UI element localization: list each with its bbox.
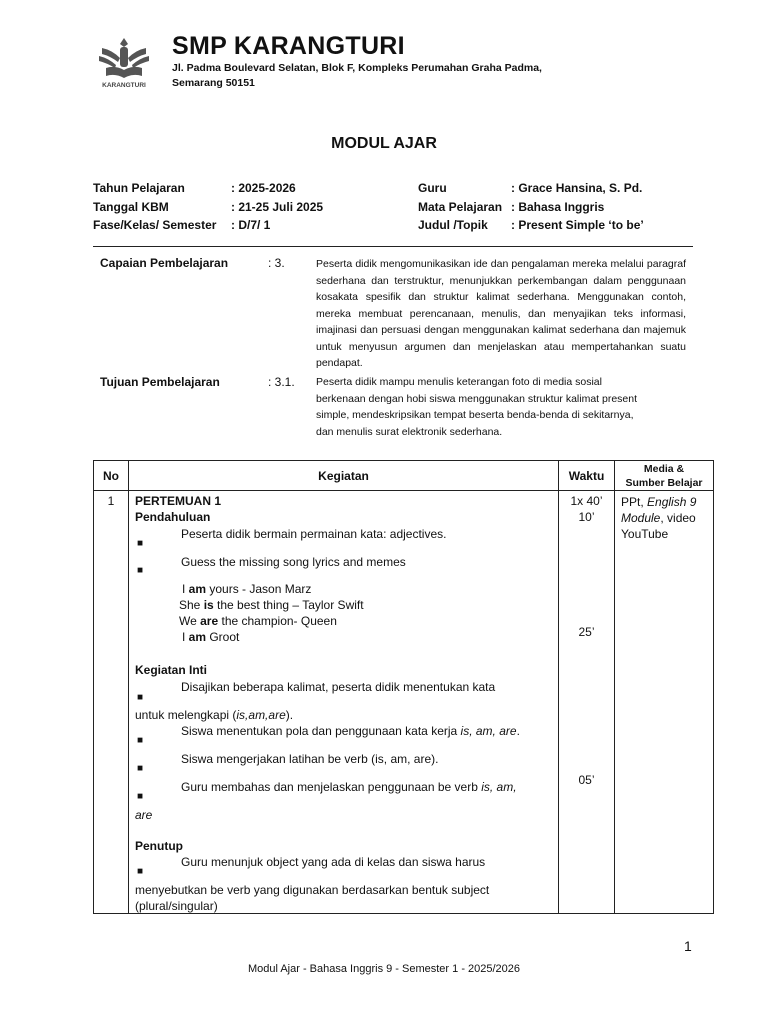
meta-row-tanggal [93,198,323,217]
capaian-text: Peserta didik mengomunikasikan ide dan pengalaman mereka melalui paragraf sederhana dan terstruktur, menunjukkan perkembangan dalam penggunaan kosakata spesifik dan struktur kalimat sederhana. Menggunakan contoh, mereka membuat perencanaan, menulis, dan menyajikan teks informasi, imajinasi dan persuasi dengan menggunakan kalimat sederhana dan majemuk untuk menyusun argumen dan menjelaskan atau mempertahankan suatu pendapat. [316,258,686,369]
meta-key: Mata Pelajaran [418,199,503,214]
meta-key: Tahun Pelajaran [93,181,185,195]
bullet-icon: ■ [137,791,144,802]
inti-item: Guru membahas dan menjelaskan penggunaan be verb is, am, [181,780,517,794]
inti-item-continued: untuk melengkapi (is,am,are). [135,708,294,722]
meta-value: : Bahasa Inggris [511,199,605,214]
tujuan-label: Tujuan Pembelajaran [100,375,220,389]
bullet-icon: ■ [137,565,144,576]
lyric-line: We are the champion- Queen [179,614,337,628]
tujuan-line: Peserta didik mampu menulis keterangan foto di media sosial [316,376,602,388]
meta-left [93,179,323,235]
header-divider [93,246,693,247]
pendahuluan-item: Guess the missing song lyrics and memes [181,555,406,569]
bullet-icon: ■ [137,763,144,774]
meta-value: : D/7/ 1 [231,218,271,232]
meta-row-mapel [418,198,644,217]
media-text: , video YouTube [621,511,696,541]
school-address [172,61,592,91]
school-logo [96,34,152,90]
lyric-line: She is the best thing – Taylor Swift [179,598,364,612]
media-module: English 9 Module [621,495,697,525]
page-number: 1 [684,938,692,954]
tujuan-line: simple, mendeskripsikan tempat beserta benda-benda di sekitarnya, [316,409,634,421]
kegiatan-cell [129,491,559,914]
penutup-item-continued: (plural/singular) [135,899,218,913]
meta-key: Fase/Kelas/ Semester [93,218,217,232]
meta-key: Judul /Topik [418,218,488,232]
address-line-1: Jl. Padma Boulevard Selatan, Blok F, Kompleks Perumahan Graha Padma, [172,62,542,74]
header-no: No [94,461,129,491]
tujuan-text [316,374,686,440]
row-number: 1 [94,491,129,914]
waktu-value: 10’ [578,510,595,524]
capaian-label: Capaian Pembelajaran [100,256,229,270]
waktu-cell [559,491,615,914]
penutup-item: Guru menunjuk object yang ada di kelas dan siswa harus [181,855,486,869]
meta-value: : 21-25 Juli 2025 [231,199,324,214]
meta-right [418,179,644,235]
meta-key: Tanggal KBM [93,199,169,214]
header-kegiatan: Kegiatan [129,461,559,491]
media-cell [615,491,714,914]
tujuan-code: : 3.1. [268,375,295,389]
header-waktu: Waktu [559,461,615,491]
meta-value: : Grace Hansina, S. Pd. [511,181,643,195]
lyric-line: I am Groot [182,630,240,644]
lyric-line: I am yours - Jason Marz [182,582,312,596]
inti-item: Disajikan beberapa kalimat, peserta didik menentukan kata [181,680,496,694]
school-name: SMP KARANGTURI [172,32,405,60]
inti-item: Siswa menentukan pola dan penggunaan kata kerja is, am, are. [181,724,520,738]
document-title: MODUL AJAR [331,135,437,152]
meta-row-judul [418,216,644,235]
tujuan-line: dan menulis surat elektronik sederhana. [316,425,503,438]
bullet-icon: ■ [137,735,144,746]
inti-item: Siswa mengerjakan latihan be verb (is, am, are). [181,752,439,766]
bullet-icon: ■ [137,866,144,877]
penutup-heading: Penutup [135,839,183,853]
header-media-line2: Sumber Belajar [625,476,703,489]
meta-value: : Present Simple ‘to be’ [511,218,644,232]
waktu-value: 25’ [578,625,595,639]
bullet-icon: ■ [137,692,144,703]
inti-item-continued: are [135,808,153,822]
header-media-line1: Media & [643,462,685,475]
waktu-value: 1x 40’ [570,494,603,508]
logo-text: KARANGTURI [102,82,146,89]
bullet-icon: ■ [137,538,144,549]
page-footer: Modul Ajar - Bahasa Inggris 9 - Semester 1 - 2025/2026 [247,963,521,975]
media-text: PPt, [621,495,648,509]
meta-value: : 2025-2026 [231,181,296,195]
capaian-code: : 3. [268,256,285,270]
table-row [94,491,714,914]
inti-heading: Kegiatan Inti [135,663,208,677]
pendahuluan-heading: Pendahuluan [135,510,211,524]
penutup-item-continued: menyebutkan be verb yang digunakan berdasarkan bentuk subject [135,883,490,897]
pertemuan-title: PERTEMUAN 1 [135,494,222,508]
activity-table [93,460,714,914]
header-media [615,461,714,491]
table-header-row [94,461,714,491]
pendahuluan-item: Peserta didik bermain permainan kata: adjectives. [181,527,447,541]
address-line-2: Semarang 50151 [172,77,255,89]
meta-row-guru [418,179,644,198]
waktu-value: 05’ [578,773,595,787]
meta-key: Guru [418,181,447,195]
meta-row-tahun [93,179,323,198]
meta-row-fase [93,216,323,235]
tujuan-line: berkenaan dengan hobi siswa menggunakan struktur kalimat present [316,392,638,405]
